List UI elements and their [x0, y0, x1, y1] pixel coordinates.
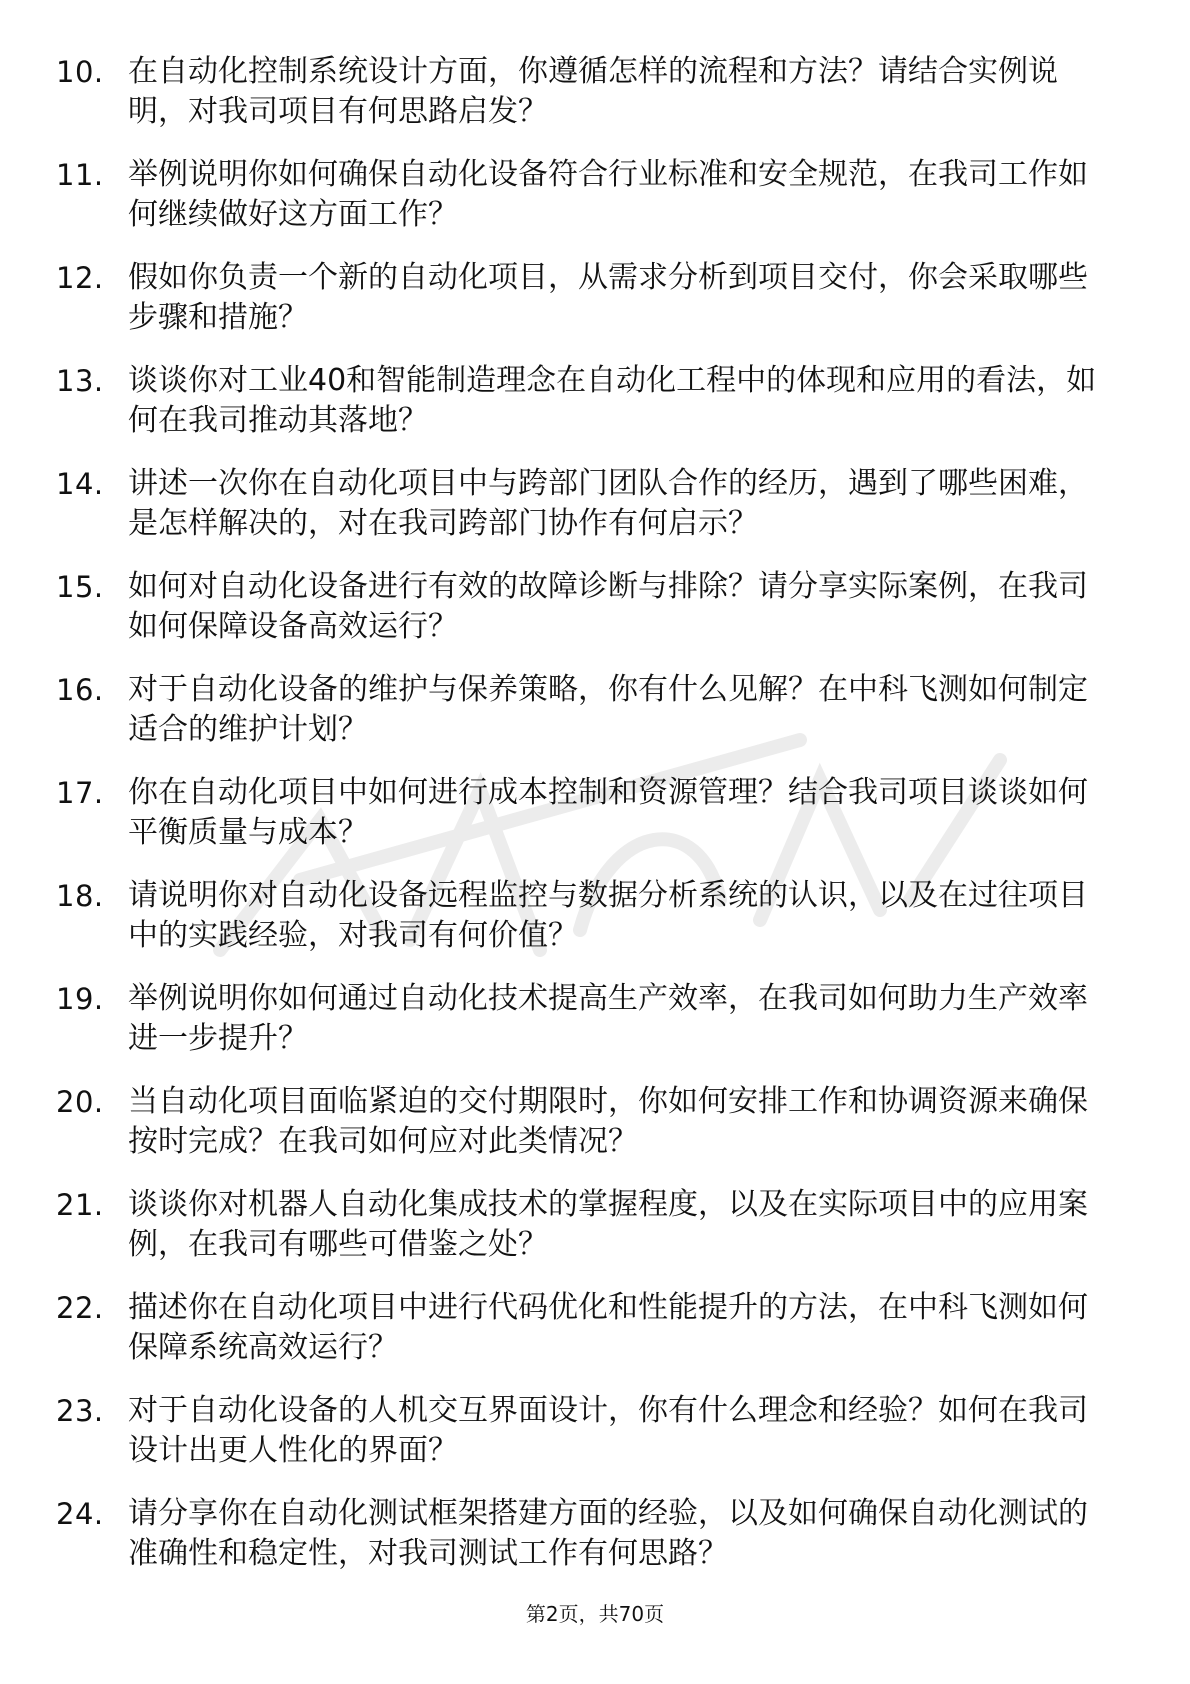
list-item — [56, 1082, 1116, 1185]
question-number: 23. — [56, 1394, 104, 1428]
question-number: 18. — [56, 879, 104, 913]
question-number: 12. — [56, 261, 104, 295]
question-text: 假如你负责一个新的自动化项目，从需求分析到项目交付，你会采取哪些步骤和措施？ — [128, 260, 1088, 335]
question-number: 11. — [56, 158, 104, 192]
question-text: 当自动化项目面临紧迫的交付期限时，你如何安排工作和协调资源来确保按时完成？在我司如何应对此类情况？ — [128, 1084, 1088, 1159]
list-item — [56, 1288, 1116, 1391]
question-text: 在自动化控制系统设计方面，你遵循怎样的流程和方法？请结合实例说明，对我司项目有何思路启发？ — [128, 54, 1058, 129]
list-item — [56, 258, 1116, 361]
list-item — [56, 876, 1116, 979]
question-number: 15. — [56, 570, 104, 604]
list-item — [56, 1494, 1116, 1597]
question-text: 举例说明你如何确保自动化设备符合行业标准和安全规范，在我司工作如何继续做好这方面工作？ — [128, 157, 1088, 232]
question-number: 17. — [56, 776, 104, 810]
question-text: 请说明你对自动化设备远程监控与数据分析系统的认识，以及在过往项目中的实践经验，对我司有何价值？ — [128, 878, 1088, 953]
question-text: 请分享你在自动化测试框架搭建方面的经验，以及如何确保自动化测试的准确性和稳定性，对我司测试工作有何思路？ — [128, 1496, 1088, 1571]
question-number: 21. — [56, 1188, 104, 1222]
list-item — [56, 567, 1116, 670]
question-text: 讲述一次你在自动化项目中与跨部门团队合作的经历，遇到了哪些困难，是怎样解决的，对在我司跨部门协作有何启示？ — [128, 466, 1088, 541]
page-number-label: 第2页，共70页 — [525, 1602, 665, 1626]
question-number: 19. — [56, 982, 104, 1016]
question-text: 谈谈你对机器人自动化集成技术的掌握程度，以及在实际项目中的应用案例，在我司有哪些可借鉴之处？ — [128, 1187, 1088, 1262]
list-item — [56, 1185, 1116, 1288]
question-text: 描述你在自动化项目中进行代码优化和性能提升的方法，在中科飞测如何保障系统高效运行？ — [128, 1290, 1088, 1365]
list-item — [56, 464, 1116, 567]
list-item — [56, 361, 1116, 464]
question-number: 14. — [56, 467, 104, 501]
question-text: 你在自动化项目中如何进行成本控制和资源管理？结合我司项目谈谈如何平衡质量与成本？ — [128, 775, 1088, 850]
list-item — [56, 52, 1116, 155]
question-number: 20. — [56, 1085, 104, 1119]
question-number: 13. — [56, 364, 104, 398]
question-text: 对于自动化设备的人机交互界面设计，你有什么理念和经验？如何在我司设计出更人性化的界面？ — [128, 1393, 1088, 1468]
list-item — [56, 773, 1116, 876]
list-item — [56, 979, 1116, 1082]
list-item — [56, 155, 1116, 258]
question-number: 16. — [56, 673, 104, 707]
question-text: 对于自动化设备的维护与保养策略，你有什么见解？在中科飞测如何制定适合的维护计划？ — [128, 672, 1088, 747]
question-text: 举例说明你如何通过自动化技术提高生产效率，在我司如何助力生产效率进一步提升？ — [128, 981, 1088, 1056]
list-item — [56, 1391, 1116, 1494]
question-text: 谈谈你对工业40和智能制造理念在自动化工程中的体现和应用的看法，如何在我司推动其落地？ — [128, 363, 1097, 438]
list-item — [56, 670, 1116, 773]
question-list — [56, 52, 1116, 1597]
question-number: 24. — [56, 1497, 104, 1531]
question-number: 22. — [56, 1291, 104, 1325]
question-number: 10. — [56, 55, 104, 89]
question-text: 如何对自动化设备进行有效的故障诊断与排除？请分享实际案例，在我司如何保障设备高效运行？ — [128, 569, 1088, 644]
page-footer — [0, 1600, 1190, 1628]
